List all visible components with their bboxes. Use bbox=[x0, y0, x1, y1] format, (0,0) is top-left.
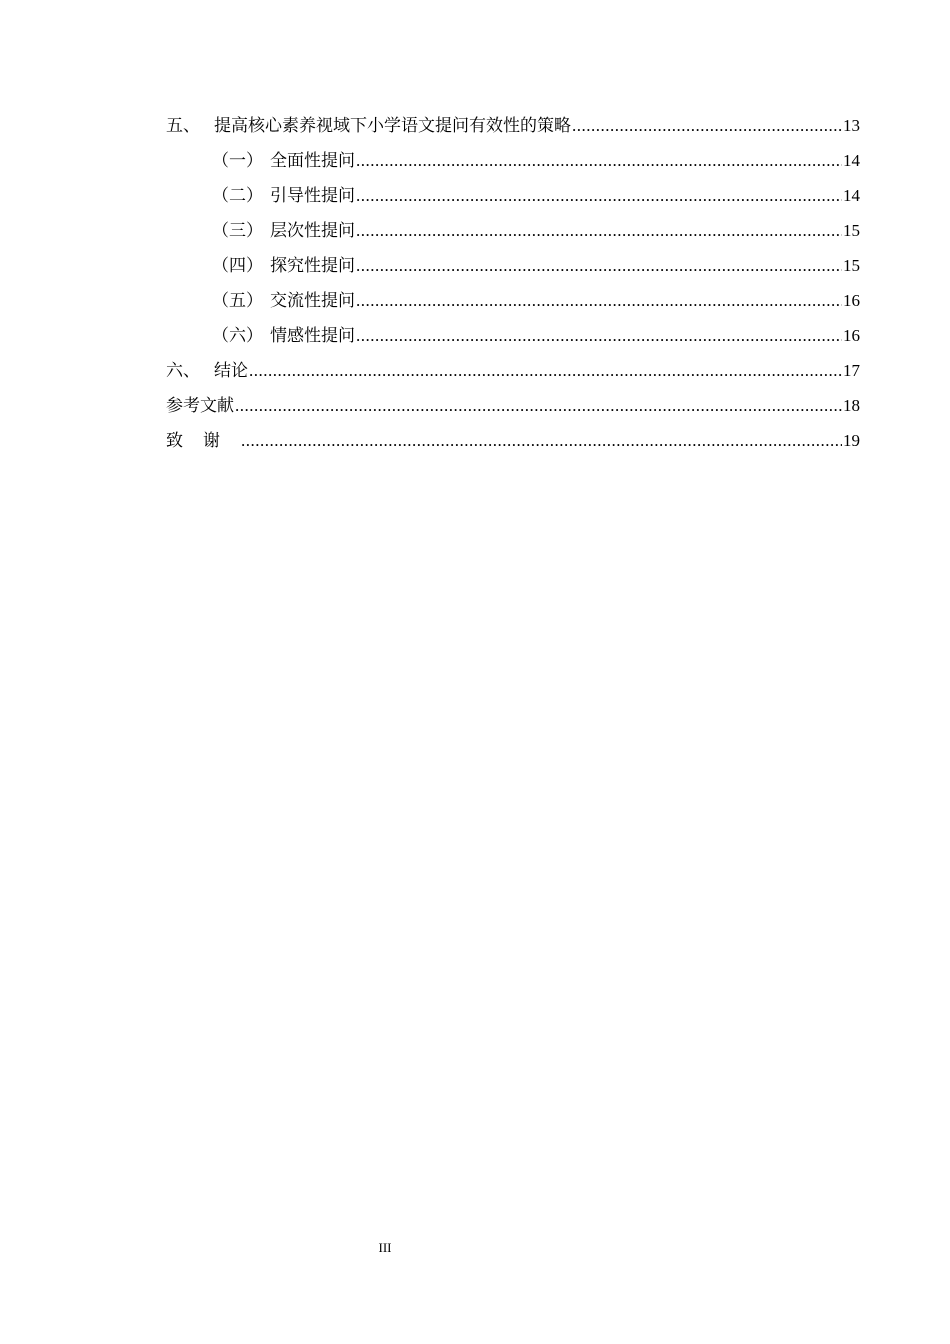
toc-entry-number: 六、 bbox=[166, 361, 200, 381]
toc-dot-leader bbox=[249, 358, 842, 384]
toc-entry-page: 19 bbox=[843, 431, 860, 450]
toc-dot-leader bbox=[235, 393, 842, 419]
toc-entry-page: 16 bbox=[843, 291, 860, 310]
toc-dot-leader bbox=[241, 428, 842, 454]
toc-entry-title: 提高核心素养视域下小学语文提问有效性的策略 bbox=[214, 116, 571, 136]
toc-entry-page: 16 bbox=[843, 326, 860, 345]
toc-entry-title: 全面性提问 bbox=[270, 151, 355, 171]
toc-entry-title: 情感性提问 bbox=[270, 326, 355, 346]
toc-entry-acknowledgements[interactable] bbox=[166, 428, 860, 463]
toc-entry-section-5[interactable] bbox=[166, 113, 860, 148]
toc-entry-number: （一） bbox=[212, 151, 263, 171]
toc-entry-page: 13 bbox=[843, 116, 860, 135]
toc-entry-title: 探究性提问 bbox=[270, 256, 355, 276]
toc-entry-title: 引导性提问 bbox=[270, 186, 355, 206]
toc-entry-page: 18 bbox=[843, 396, 860, 415]
toc-entry-5-1[interactable] bbox=[166, 148, 860, 183]
toc-entry-page: 15 bbox=[843, 221, 860, 240]
toc-entry-page: 14 bbox=[843, 151, 860, 170]
toc-entry-number: 五、 bbox=[166, 116, 200, 136]
toc-entry-title: 交流性提问 bbox=[270, 291, 355, 311]
toc-entry-page: 15 bbox=[843, 256, 860, 275]
toc-entry-5-2[interactable] bbox=[166, 183, 860, 218]
toc-entry-5-5[interactable] bbox=[166, 288, 860, 323]
toc-dot-leader bbox=[356, 148, 842, 174]
toc-dot-leader bbox=[356, 288, 842, 314]
toc-dot-leader bbox=[356, 253, 842, 279]
toc-dot-leader bbox=[572, 113, 842, 139]
toc-entry-page: 17 bbox=[843, 361, 860, 380]
toc-entry-5-4[interactable] bbox=[166, 253, 860, 288]
toc-entry-5-3[interactable] bbox=[166, 218, 860, 253]
toc-dot-leader bbox=[356, 183, 842, 209]
toc-entry-section-6[interactable] bbox=[166, 358, 860, 393]
toc-entry-references[interactable] bbox=[166, 393, 860, 428]
toc-entry-5-6[interactable] bbox=[166, 323, 860, 358]
toc-entry-title: 结论 bbox=[214, 361, 248, 381]
table-of-contents bbox=[166, 113, 860, 463]
toc-entry-page: 14 bbox=[843, 186, 860, 205]
toc-entry-number: （三） bbox=[212, 221, 263, 241]
toc-entry-title: 参考文献 bbox=[166, 396, 234, 416]
toc-entry-number: （六） bbox=[212, 326, 263, 346]
toc-entry-number: （二） bbox=[212, 186, 263, 206]
page-number-footer: III bbox=[378, 1240, 392, 1255]
toc-dot-leader bbox=[356, 218, 842, 244]
toc-dot-leader bbox=[356, 323, 842, 349]
toc-entry-number: （四） bbox=[212, 256, 263, 276]
toc-entry-title: 致谢 bbox=[166, 431, 240, 451]
toc-entry-title: 层次性提问 bbox=[270, 221, 355, 241]
toc-entry-number: （五） bbox=[212, 291, 263, 311]
